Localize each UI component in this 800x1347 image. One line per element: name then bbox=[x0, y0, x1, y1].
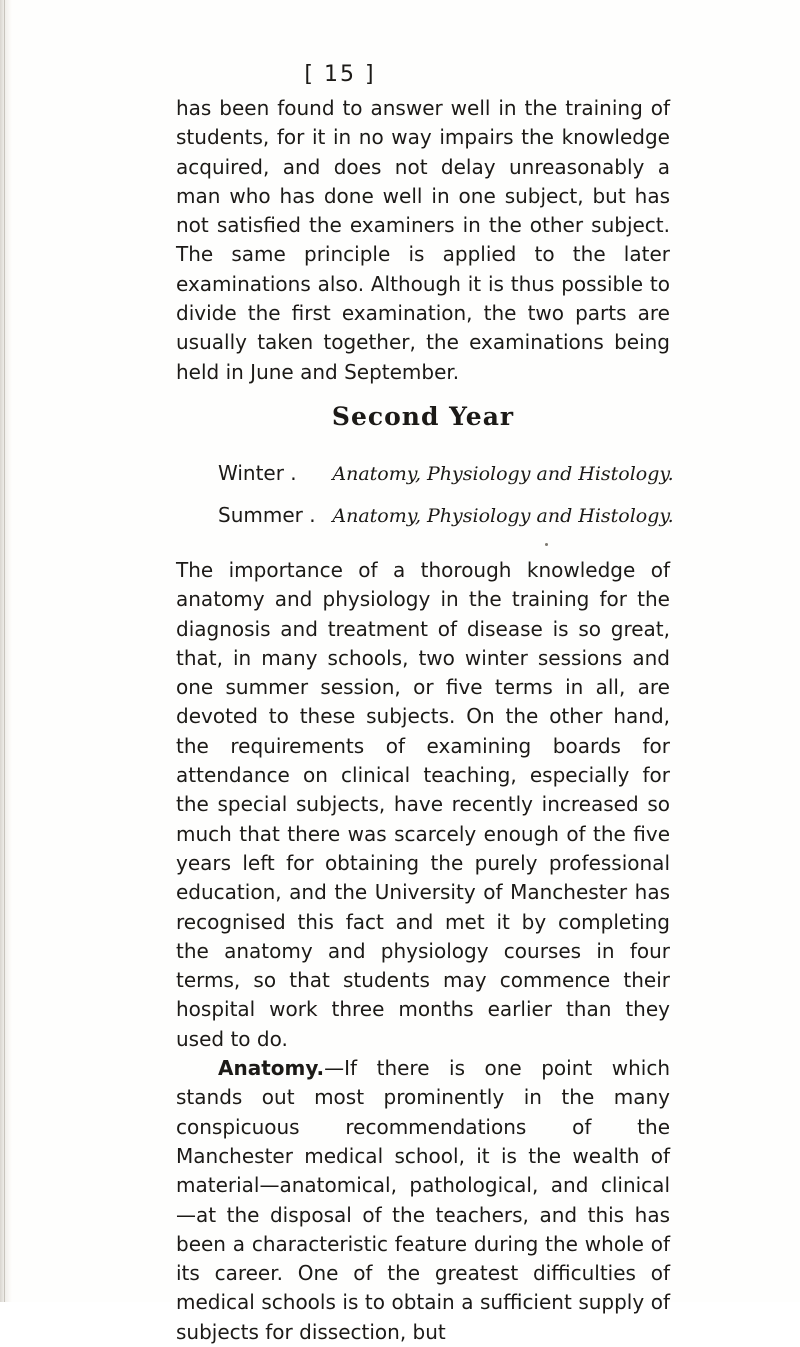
schedule-subjects: Anatomy, Physiology and Histology. bbox=[332, 463, 674, 485]
binding-edge bbox=[0, 0, 12, 1302]
schedule-row-summer bbox=[218, 501, 688, 531]
section-heading-second-year: Second Year bbox=[331, 402, 515, 431]
print-fleck bbox=[545, 543, 548, 546]
anatomy-run-in-heading: Anatomy. bbox=[218, 1056, 325, 1081]
paragraph-importance: The importance of a thorough knowledge of anatomy and physiology in the training for the diagnosis and treatment of disease is so great, that, in many schools, two winter sessions and one summer session, or five terms in all, are devoted to these subjects. On the other hand, the requirements of examining boards for attendance on clinical teaching, especially for the special subjects, have recently increased so much that there was scarcely enough of the five years left for obtaining the purely professional education, and the University of Manchester has recognised this fact and met it by completing the anatomy and physiology courses in four terms, so that students may commence their hospital work three months earlier than they used to do. bbox=[176, 558, 670, 1051]
intro-paragraph: has been found to answer well in the training of students, for it in no way impairs the knowledge acquired, and does not delay unreasonably a man who has done well in one subject, but has not satisfied the examiners in the other subject. The same principle is applied to the later examinations also. Although it is thus possible to divide the first examination, the two parts are usually taken together, the examinations being held in June and September. bbox=[176, 96, 670, 384]
intro-text-block bbox=[176, 94, 670, 387]
schedule-subjects: Anatomy, Physiology and Histology. bbox=[332, 505, 674, 527]
paragraph-anatomy bbox=[176, 1054, 670, 1347]
page-number: [ 15 ] bbox=[304, 62, 376, 87]
schedule-term: Summer . bbox=[218, 503, 316, 527]
body-text-block bbox=[176, 556, 670, 1347]
binding-line bbox=[4, 0, 5, 1302]
schedule-term: Winter . bbox=[218, 461, 297, 485]
anatomy-paragraph-text: —If there is one point which stands out most prominently in the many conspicuous recommendations of the Manchester medical school, it is the wealth of material—anatomical, pathological, and clinical —at the disposal of the teachers, and this has been a characteristic feature during the whole of its career. One of the greatest difficulties of medical schools is to obtain a sufficient supply of subjects for dissection, but bbox=[176, 1056, 670, 1344]
schedule-row-winter bbox=[218, 459, 688, 489]
